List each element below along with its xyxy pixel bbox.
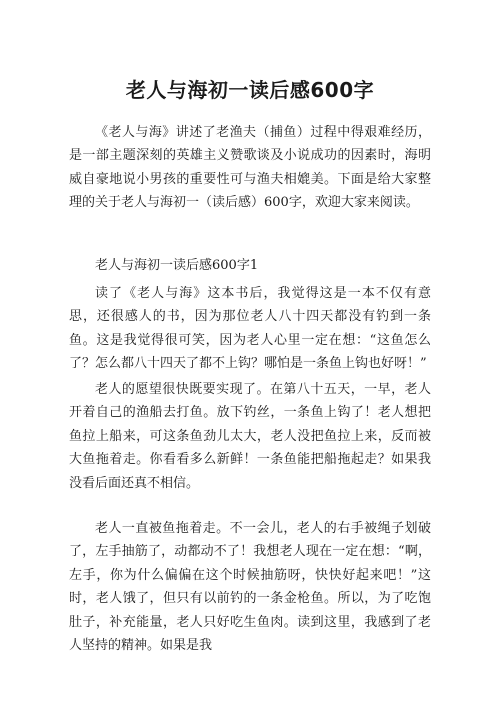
paragraph-block-3 <box>69 517 431 657</box>
section-heading: 老人与海初一读后感600字1 <box>95 258 259 273</box>
body-paragraph: 读了《老人与海》这本书后，我觉得这是一本不仅有意思，还很感人的书，因为那位老人八十四天都没有钓到一条鱼。这是我觉得很可笑，因为老人心里一定在想：“这鱼怎么了？怎么都八十四天了都不上钩？哪怕是一条鱼上钩也好呀！” <box>69 286 431 372</box>
paragraph-block-2 <box>69 378 431 495</box>
body-paragraph: 老人一直被鱼拖着走。不一会儿，老人的右手被绳子划破了，左手抽筋了，动都动不了！我想老人现在一定在想：“啊，左手，你为什么偏偏在这个时候抽筋呀，快快好起来吧！”这时，老人饿了，但只有以前钓的一条金枪鱼。所以，为了吃饱肚子，补充能量，老人只好吃生鱼肉。读到这里，我感到了老人坚持的精神。如果是我 <box>69 521 431 654</box>
document-title: 老人与海初一读后感600字 <box>125 78 375 102</box>
section-heading-block <box>69 254 431 277</box>
paragraph-block-1 <box>69 282 431 376</box>
intro-paragraph: 《老人与海》讲述了老渔夫（捕鱼）过程中得艰难经历，是一部主题深刻的英雄主义赞歌谈及小说成功的因素时，海明威自豪地说小男孩的重要性可与渔夫相媲美。下面是给大家整理的关于老人与海初一（读后感）600字，欢迎大家来阅读。 <box>69 125 431 211</box>
intro-block <box>69 121 431 215</box>
body-paragraph: 老人的愿望很快既要实现了。在第八十五天，一早，老人开着自己的渔船去打鱼。放下钓丝，一条鱼上钩了！老人想把鱼拉上船来，可这条鱼劲儿太大，老人没把鱼拉上来，反而被大鱼拖着走。你看看多么新鲜！一条鱼能把船拖起走？如果我没看后面还真不相信。 <box>69 382 431 491</box>
